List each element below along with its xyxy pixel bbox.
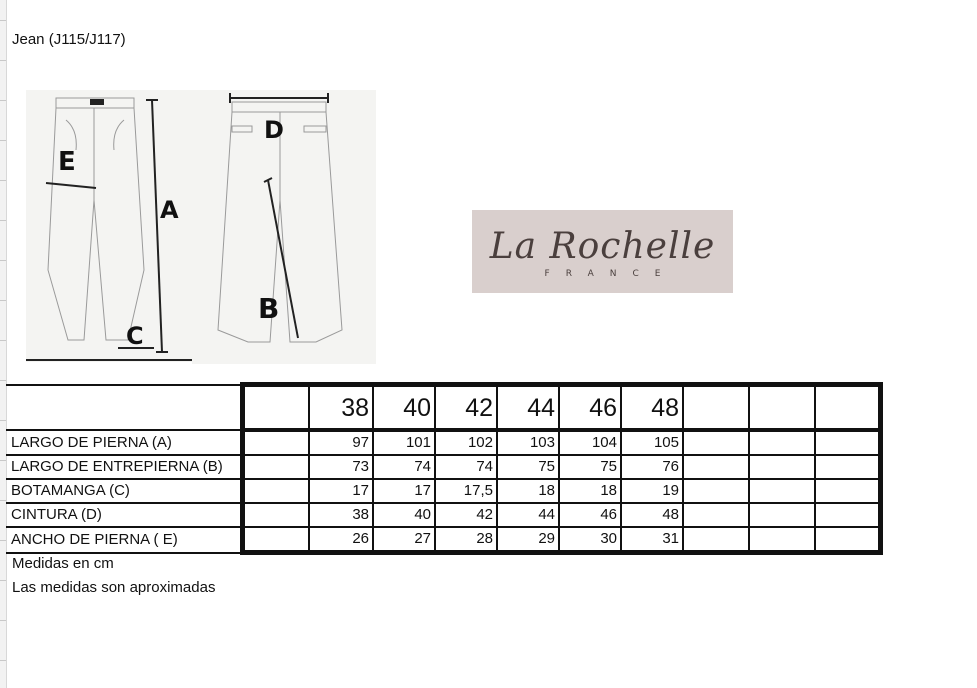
label-b: B	[258, 292, 280, 325]
table-cell: 102	[435, 430, 497, 455]
label-e: E	[58, 147, 76, 177]
size-header: 46	[559, 385, 621, 431]
table-cell: 42	[435, 503, 497, 527]
size-header-row	[6, 385, 881, 431]
table-row	[6, 479, 881, 503]
table-cell: 48	[621, 503, 683, 527]
table-cell: 31	[621, 527, 683, 553]
blank-cell	[243, 385, 310, 431]
logo-sub-text: FRANCE	[544, 269, 677, 279]
size-header: 42	[435, 385, 497, 431]
row-label: LARGO DE PIERNA (A)	[6, 430, 243, 455]
table-cell: 105	[621, 430, 683, 455]
table-cell: 73	[309, 455, 373, 479]
table-cell: 18	[559, 479, 621, 503]
row-label: ANCHO DE PIERNA ( E)	[6, 527, 243, 553]
note-units: Medidas en cm	[12, 555, 114, 572]
blank-cell	[815, 385, 881, 431]
table-cell: 101	[373, 430, 435, 455]
row-label: CINTURA (D)	[6, 503, 243, 527]
table-cell: 46	[559, 503, 621, 527]
table-cell: 38	[309, 503, 373, 527]
table-cell: 97	[309, 430, 373, 455]
label-d: D	[264, 116, 284, 144]
blank-cell	[683, 385, 749, 431]
table-cell: 28	[435, 527, 497, 553]
size-table	[6, 382, 883, 555]
table-cell: 17	[373, 479, 435, 503]
left-margin-ruler	[0, 0, 7, 688]
table-cell: 103	[497, 430, 559, 455]
label-c: C	[126, 322, 144, 350]
size-header: 48	[621, 385, 683, 431]
table-row	[6, 503, 881, 527]
table-cell: 74	[435, 455, 497, 479]
jeans-back-diagram	[192, 90, 376, 364]
document-title: Jean (J115/J117)	[12, 31, 126, 48]
table-cell: 29	[497, 527, 559, 553]
table-cell: 44	[497, 503, 559, 527]
table-cell: 40	[373, 503, 435, 527]
table-cell: 30	[559, 527, 621, 553]
blank-cell	[749, 385, 815, 431]
brand-logo	[472, 210, 733, 293]
table-cell: 17,5	[435, 479, 497, 503]
table-cell: 17	[309, 479, 373, 503]
table-row	[6, 527, 881, 553]
size-header: 44	[497, 385, 559, 431]
table-cell: 27	[373, 527, 435, 553]
table-cell: 18	[497, 479, 559, 503]
table-cell: 75	[559, 455, 621, 479]
table-cell: 26	[309, 527, 373, 553]
table-cell: 74	[373, 455, 435, 479]
table-row	[6, 430, 881, 455]
table-row	[6, 455, 881, 479]
row-label: LARGO DE ENTREPIERNA (B)	[6, 455, 243, 479]
jeans-front-diagram	[26, 90, 192, 362]
table-cell: 76	[621, 455, 683, 479]
logo-main-text: La Rochelle	[489, 226, 716, 267]
size-header: 40	[373, 385, 435, 431]
table-cell: 104	[559, 430, 621, 455]
row-label: BOTAMANGA (C)	[6, 479, 243, 503]
note-approximate: Las medidas son aproximadas	[12, 579, 216, 596]
size-header: 38	[309, 385, 373, 431]
table-cell: 19	[621, 479, 683, 503]
table-cell: 75	[497, 455, 559, 479]
label-a: A	[160, 196, 179, 224]
